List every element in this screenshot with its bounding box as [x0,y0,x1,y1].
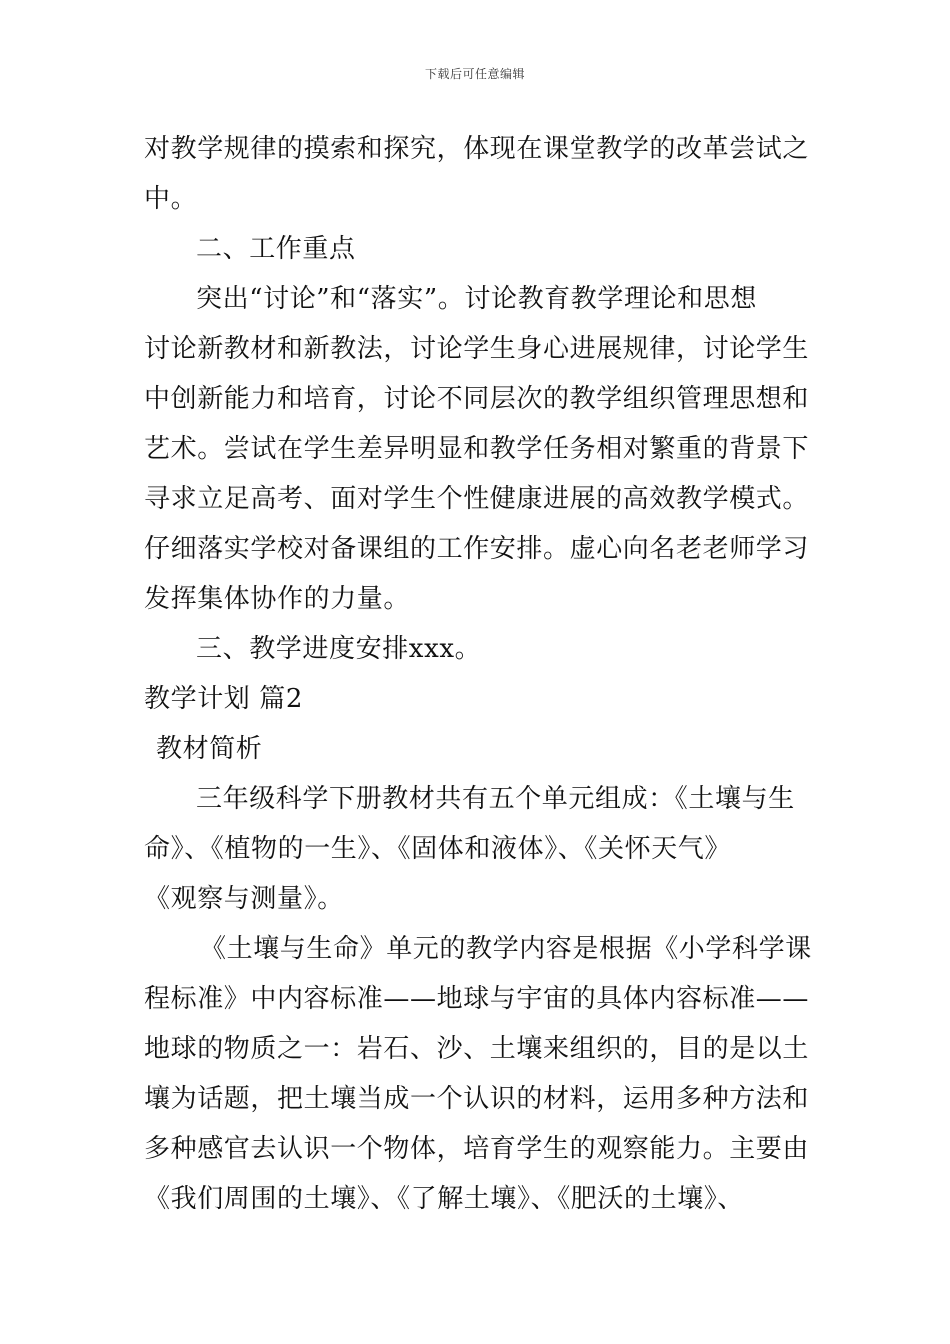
paragraph-line: 三年级科学下册教材共有五个单元组成：《土壤与生 [196,784,795,814]
document-body [144,124,812,1224]
paragraph-line: 仔细落实学校对备课组的工作安排。虚心向名老老师学习 [144,534,810,564]
paragraph-line: 命》、《植物的一生》、《固体和液体》、《关怀天气》 [144,834,732,864]
page-header-note: 下载后可任意编辑 [424,67,525,81]
paragraph-line: 寻求立足高考、面对学生个性健康进展的高效教学模式。 [144,484,810,514]
paragraph-line: 《观察与测量》。 [144,884,344,914]
paragraph-line: 多种感官去认识一个物体，培育学生的观察能力。主要由 [144,1134,810,1164]
paragraph-line: 发挥集体协作的力量。 [144,584,411,614]
paragraph-line: 壤为话题，把土壤当成一个认识的材料，运用多种方法和 [144,1084,810,1114]
paragraph-line: 《我们周围的土壤》、《了解土壤》、《肥沃的土壤》、 [144,1184,745,1214]
paragraph-line: 艺术。尝试在学生差异明显和教学任务相对繁重的背景下 [144,434,810,464]
subsection-heading: 教材简析 [156,734,263,764]
paragraph-line: 《土壤与生命》单元的教学内容是根据《小学科学课 [200,934,812,964]
paragraph-line: 中创新能力和培育，讨论不同层次的教学组织管理思想和 [144,384,810,414]
paragraph-line: 对教学规律的摸索和探究，体现在课堂教学的改革尝试之 [144,134,810,164]
paragraph-line: 程标准》中内容标准——地球与宇宙的具体内容标准—— [144,984,810,1014]
paragraph-line: 突出“讨论”和“落实”。讨论教育教学理论和思想 [196,284,757,314]
paragraph-line: 中。 [144,184,198,214]
document-title: 教学计划 篇2 [144,684,304,714]
paragraph-line: 讨论新教材和新教法，讨论学生身心进展规律，讨论学生 [144,334,810,364]
section-heading: 三、教学进度安排xxx。 [196,634,482,664]
section-heading: 二、工作重点 [196,234,356,264]
paragraph-line: 地球的物质之一：岩石、沙、土壤来组织的，目的是以土 [144,1034,810,1064]
